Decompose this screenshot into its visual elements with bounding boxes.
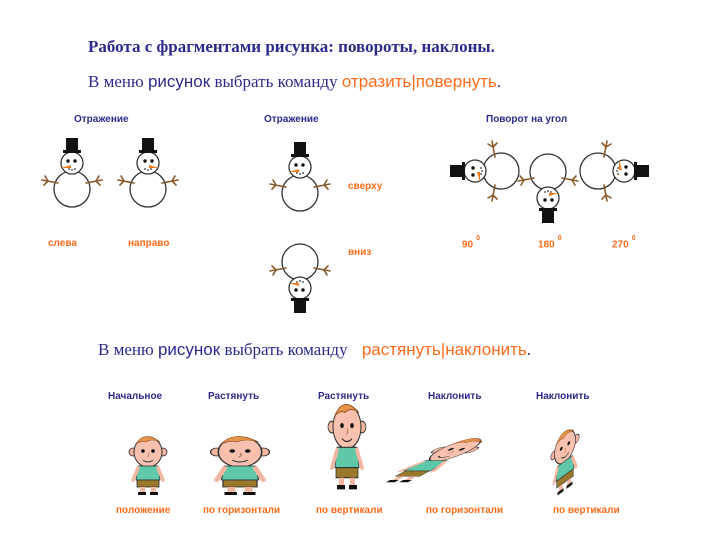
kid-stretched-horizontal-image <box>240 452 241 453</box>
snowman-bottom-image <box>300 288 301 289</box>
snowman-left-image <box>72 163 73 164</box>
kid-stretched-vertical-image <box>347 427 348 428</box>
instruction-line-1 <box>88 72 501 92</box>
angle-180-label: $180^0$ <box>538 235 562 251</box>
header-stretch-horizontal: Растянуть <box>208 391 260 402</box>
rotate-label: Поворот на угол <box>486 114 568 125</box>
line1-middle: выбрать команду <box>210 72 342 91</box>
footer-skew-vertical: по вертикали <box>553 505 620 516</box>
header-stretch-vertical: Растянуть <box>318 391 370 402</box>
snowman-rotated-90-image <box>475 171 476 172</box>
top-label: сверху <box>348 181 383 192</box>
line1-command: отразить|повернуть <box>341 72 497 91</box>
line2-suffix: . <box>526 340 532 359</box>
header-skew-horizontal: Наклонить <box>428 391 482 402</box>
footer-initial: положение <box>116 505 171 516</box>
angle-90-label: $90^0$ <box>462 235 481 251</box>
reflect-label-1: Отражение <box>74 114 129 125</box>
kid-skewed-horizontal-image <box>455 450 456 451</box>
line2-menu-name: рисунок <box>157 340 221 359</box>
instruction-line-2 <box>98 340 531 360</box>
angle-270-label: $270^0$ <box>612 235 636 251</box>
header-skew-vertical: Наклонить <box>536 391 590 402</box>
reflect-label-2: Отражение <box>264 114 319 125</box>
line1-menu-name: рисунок <box>147 72 211 91</box>
footer-skew-horizontal: по горизонтали <box>426 505 504 516</box>
footer-stretch-vertical: по вертикали <box>316 505 383 516</box>
snowman-rotated-270-image <box>624 171 625 172</box>
line2-middle: выбрать команду <box>220 340 352 359</box>
footer-stretch-horizontal: по горизонтали <box>203 505 281 516</box>
left-label: слева <box>48 238 77 249</box>
kid-skewed-vertical-image <box>565 447 566 448</box>
snowman-rotated-180-image <box>548 198 549 199</box>
page-title: Работа с фрагментами рисунка: повороты, наклоны. <box>88 37 495 56</box>
line2-prefix: В меню <box>98 340 158 359</box>
header-initial: Начальное <box>108 391 163 402</box>
bottom-label: вниз <box>348 247 372 258</box>
snowman-top-image <box>300 167 301 168</box>
snowman-right-image <box>148 163 149 164</box>
line1-prefix: В меню <box>88 72 148 91</box>
line2-command: растянуть|наклонить <box>361 340 527 359</box>
right-label: направо <box>128 238 170 249</box>
kid-initial-image <box>148 452 149 453</box>
line1-suffix: . <box>496 72 501 91</box>
